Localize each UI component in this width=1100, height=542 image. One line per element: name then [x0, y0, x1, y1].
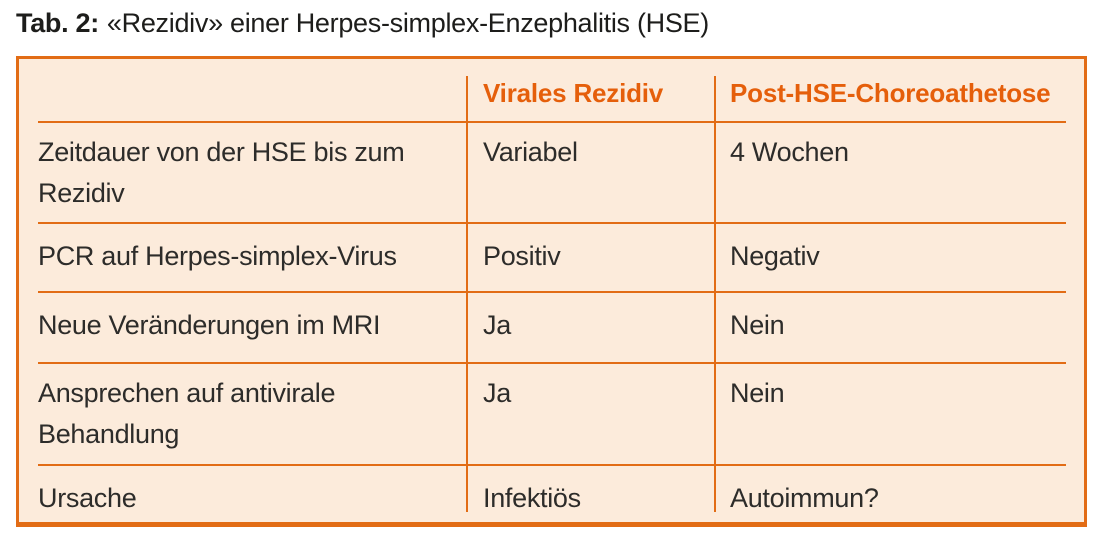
row-value-post-hse: 4 Wochen: [730, 137, 849, 167]
row-value-post-hse: Autoimmun?: [730, 483, 879, 513]
table-caption: [16, 8, 709, 39]
header-cell-post-hse-choreoathetose: Post-HSE-Choreoathetose: [730, 78, 1051, 108]
row-value-post-hse: Nein: [730, 378, 785, 408]
table-row: [19, 123, 1084, 222]
comparison-table: [16, 56, 1087, 527]
row-label: Ansprechen auf antivirale Behandlung: [38, 378, 336, 449]
table-row: [19, 466, 1084, 522]
table-caption-number: Tab. 2:: [16, 8, 99, 38]
header-cell-empty: [19, 59, 466, 121]
column-divider-1: [466, 76, 468, 512]
row-label: Neue Veränderungen im MRI: [38, 310, 381, 340]
table-row: [19, 293, 1084, 362]
row-label: PCR auf Herpes-simplex-Virus: [38, 241, 397, 271]
row-value-virales: Variabel: [483, 137, 578, 167]
row-value-virales: Ja: [483, 378, 511, 408]
table-row: [19, 224, 1084, 291]
column-divider-2: [714, 76, 716, 512]
row-label: Ursache: [38, 483, 137, 513]
row-label: Zeitdauer von der HSE bis zum Rezidiv: [38, 137, 405, 208]
row-value-virales: Ja: [483, 310, 511, 340]
row-value-virales: Infektiös: [483, 483, 581, 513]
header-cell-virales-rezidiv: Virales Rezidiv: [483, 78, 664, 108]
row-value-virales: Positiv: [483, 241, 561, 271]
row-value-post-hse: Nein: [730, 310, 785, 340]
table-caption-text: «Rezidiv» einer Herpes-simplex-Enzephalitis (HSE): [106, 8, 709, 38]
table-header-row: [19, 59, 1084, 121]
row-value-post-hse: Negativ: [730, 241, 820, 271]
table-row: [19, 364, 1084, 464]
